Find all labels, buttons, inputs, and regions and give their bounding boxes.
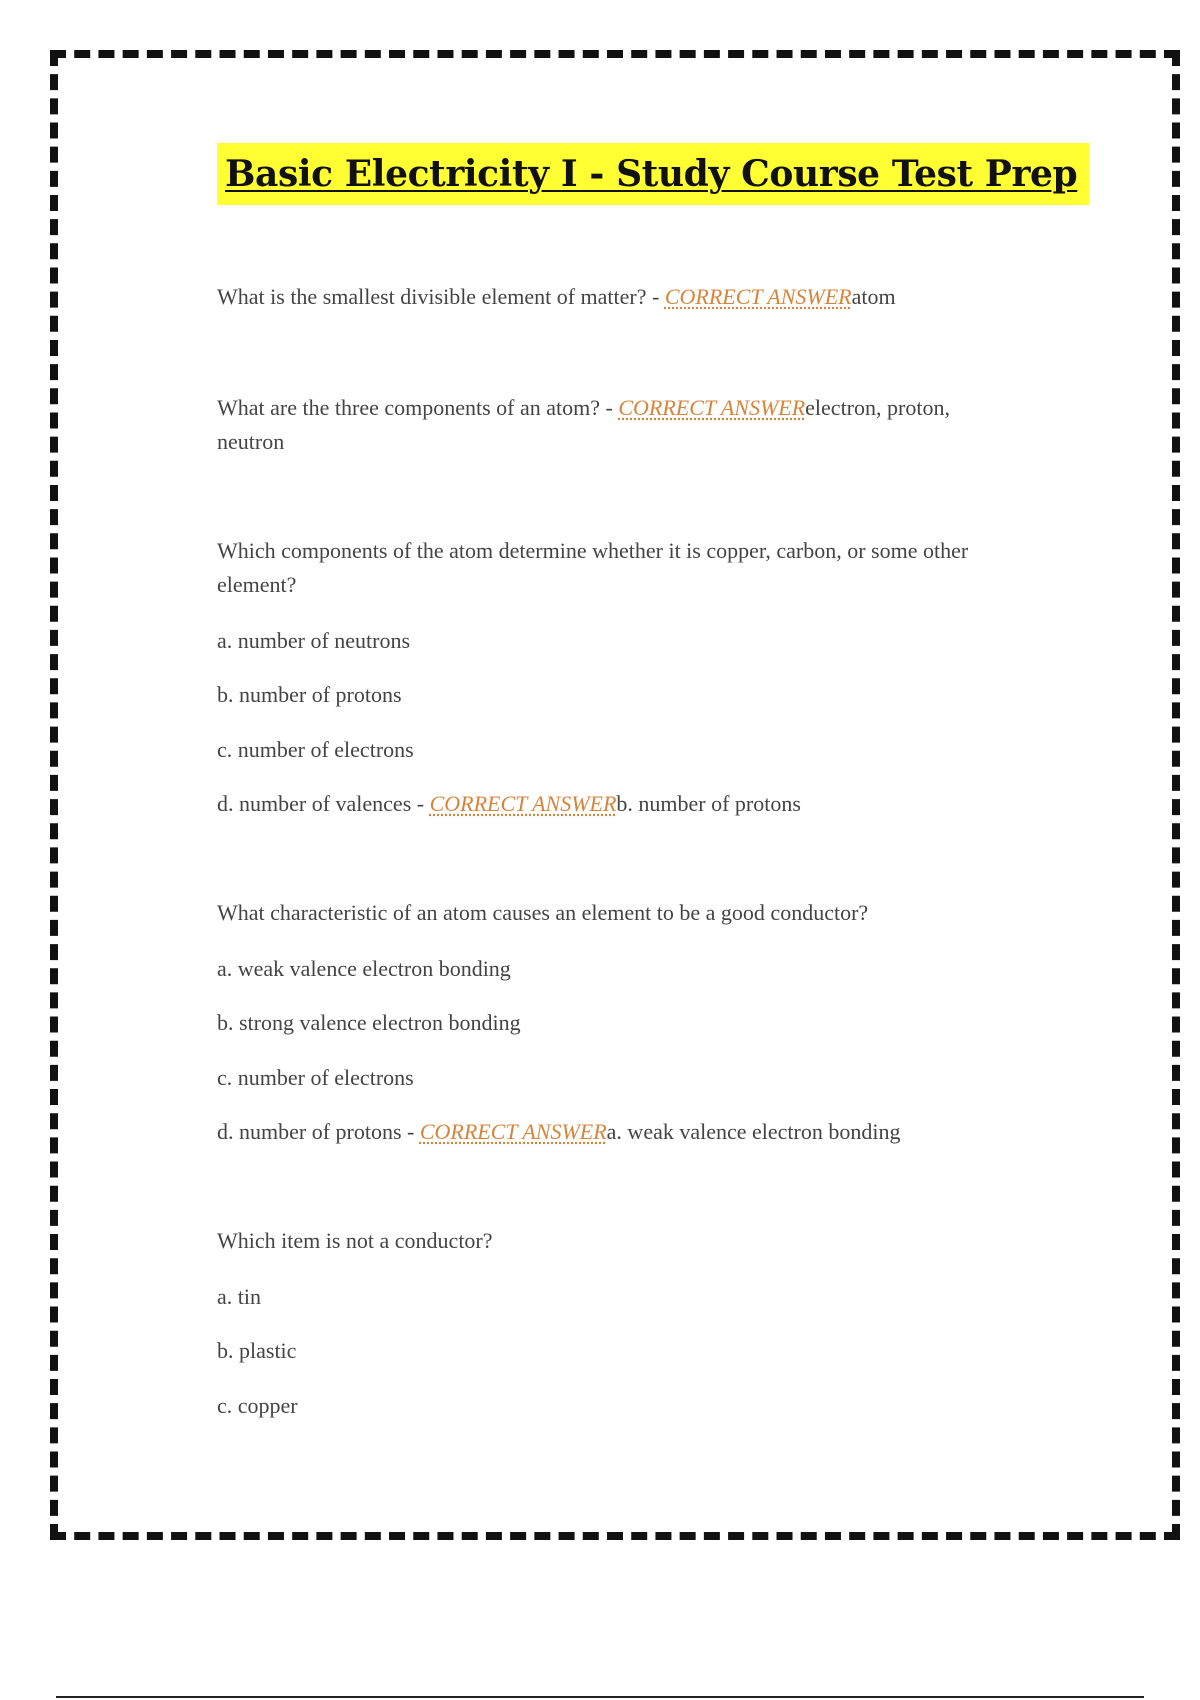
question-3-answer: b. number of protons: [616, 791, 801, 816]
question-4-option-d: [217, 1115, 900, 1149]
question-5-option-c: c. copper: [217, 1393, 298, 1418]
question-3-line-2: element?: [217, 572, 297, 597]
separator: -: [600, 395, 619, 420]
question-1: [217, 280, 896, 314]
question-4-answer: a. weak valence electron bonding: [606, 1119, 901, 1144]
correct-answer-label: CORRECT ANSWER: [664, 284, 852, 309]
question-5-option-a: a. tin: [217, 1284, 261, 1309]
question-3-option-b: b. number of protons: [217, 682, 402, 707]
separator: -: [411, 791, 430, 816]
question-2: [217, 391, 950, 425]
title-highlight: [217, 143, 1089, 205]
question-4-option-b: b. strong valence electron bonding: [217, 1010, 521, 1035]
question-3-option-d: [217, 787, 801, 821]
document-title: Basic Electricity I - Study Course Test Prep: [225, 153, 1078, 195]
question-1-answer: atom: [851, 284, 896, 309]
question-1-text: What is the smallest divisible element of matter?: [217, 284, 647, 309]
correct-answer-label: CORRECT ANSWER: [618, 395, 806, 420]
question-3-option-c: c. number of electrons: [217, 737, 414, 762]
separator: -: [401, 1119, 420, 1144]
question-3-line-1: Which components of the atom determine whether it is copper, carbon, or some other: [217, 538, 969, 563]
correct-answer-label: CORRECT ANSWER: [429, 791, 617, 816]
question-5-text: Which item is not a conductor?: [217, 1228, 493, 1253]
question-4-option-c: c. number of electrons: [217, 1065, 414, 1090]
question-4-text: What characteristic of an atom causes an element to be a good conductor?: [217, 900, 869, 925]
question-3-option-a: a. number of neutrons: [217, 628, 411, 653]
question-2-answer-line-2: neutron: [217, 429, 285, 454]
question-4-option-a: a. weak valence electron bonding: [217, 956, 511, 981]
question-4-option-d-text: d. number of protons: [217, 1119, 402, 1144]
question-3-option-d-text: d. number of valences: [217, 791, 412, 816]
question-2-answer-line-1: electron, proton,: [805, 395, 950, 420]
question-2-text: What are the three components of an atom?: [217, 395, 601, 420]
separator: -: [646, 284, 665, 309]
question-5-option-b: b. plastic: [217, 1338, 297, 1363]
correct-answer-label: CORRECT ANSWER: [419, 1119, 607, 1144]
footer-rule: [56, 1696, 1144, 1698]
